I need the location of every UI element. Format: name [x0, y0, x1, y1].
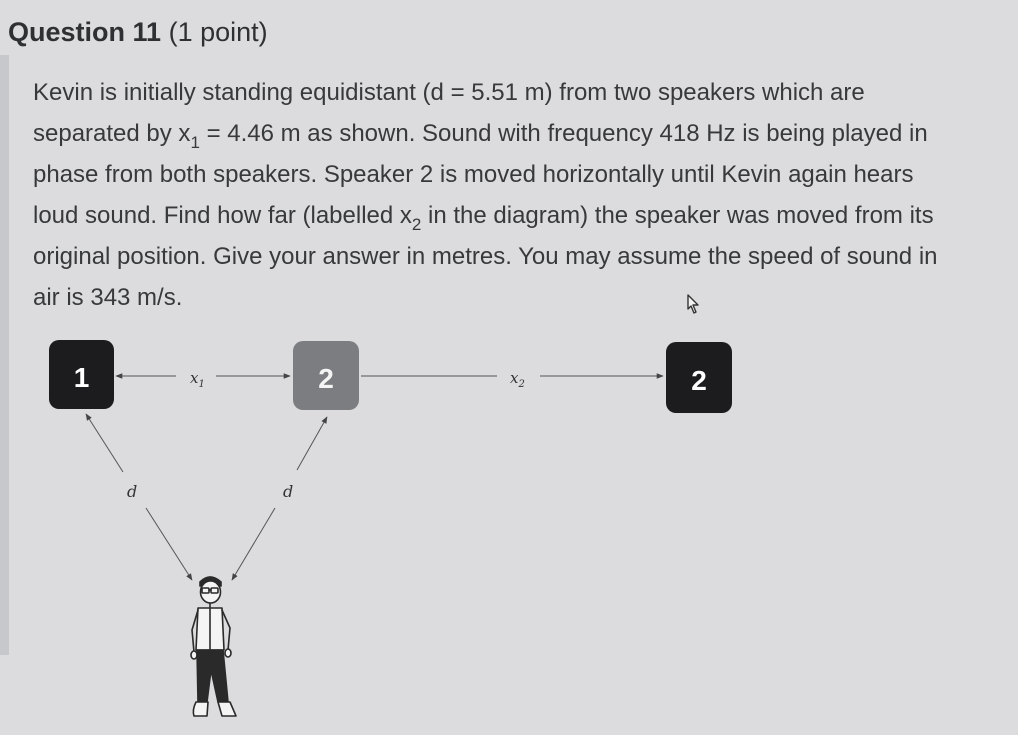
x2-diagram-label: $x_2$: [510, 369, 525, 390]
d-right-arrow-up: [297, 417, 327, 470]
x2-subscript: 2: [411, 215, 422, 234]
question-text-line-2b: = 4.46 m as shown. Sound with frequency 418 Hz is being played in: [199, 120, 928, 147]
d-left-arrow-down: [146, 508, 192, 580]
d-right-arrow-down: [232, 508, 275, 580]
x1-subscript: 1: [190, 133, 200, 152]
question-text-line-4b: in the diagram) the speaker was moved from its: [421, 202, 934, 229]
speaker-2-original: [293, 341, 359, 410]
person-figure-icon: [191, 577, 236, 716]
question-text-line-4a: loud sound. Find how far (labelled x: [33, 202, 412, 229]
question-text-line-6: air is 343 m/s.: [33, 284, 183, 311]
speaker-2-moved: [666, 342, 732, 413]
question-text-line-2a: separated by x: [33, 120, 191, 147]
question-number: Question 11: [8, 17, 162, 47]
question-text-line-5: original position. Give your answer in metres. You may assume the speed of sound in: [33, 243, 938, 270]
question-text-line-3: phase from both speakers. Speaker 2 is moved horizontally until Kevin again hears: [33, 161, 914, 188]
d-right-label: d: [283, 482, 294, 501]
speaker-1-label: 1: [73, 362, 90, 393]
question-text-line-1: Kevin is initially standing equidistant (d = 5.51 m) from two speakers which are: [33, 79, 865, 106]
speaker-2-original-label: 2: [318, 363, 334, 394]
question-points: (1 point): [168, 17, 268, 47]
d-left-label: d: [127, 482, 138, 501]
d-left-arrow-up: [86, 414, 123, 472]
x1-diagram-label: $x_1$: [190, 369, 205, 390]
speaker-1: [49, 340, 114, 409]
speaker-2-moved-label: 2: [691, 365, 707, 396]
